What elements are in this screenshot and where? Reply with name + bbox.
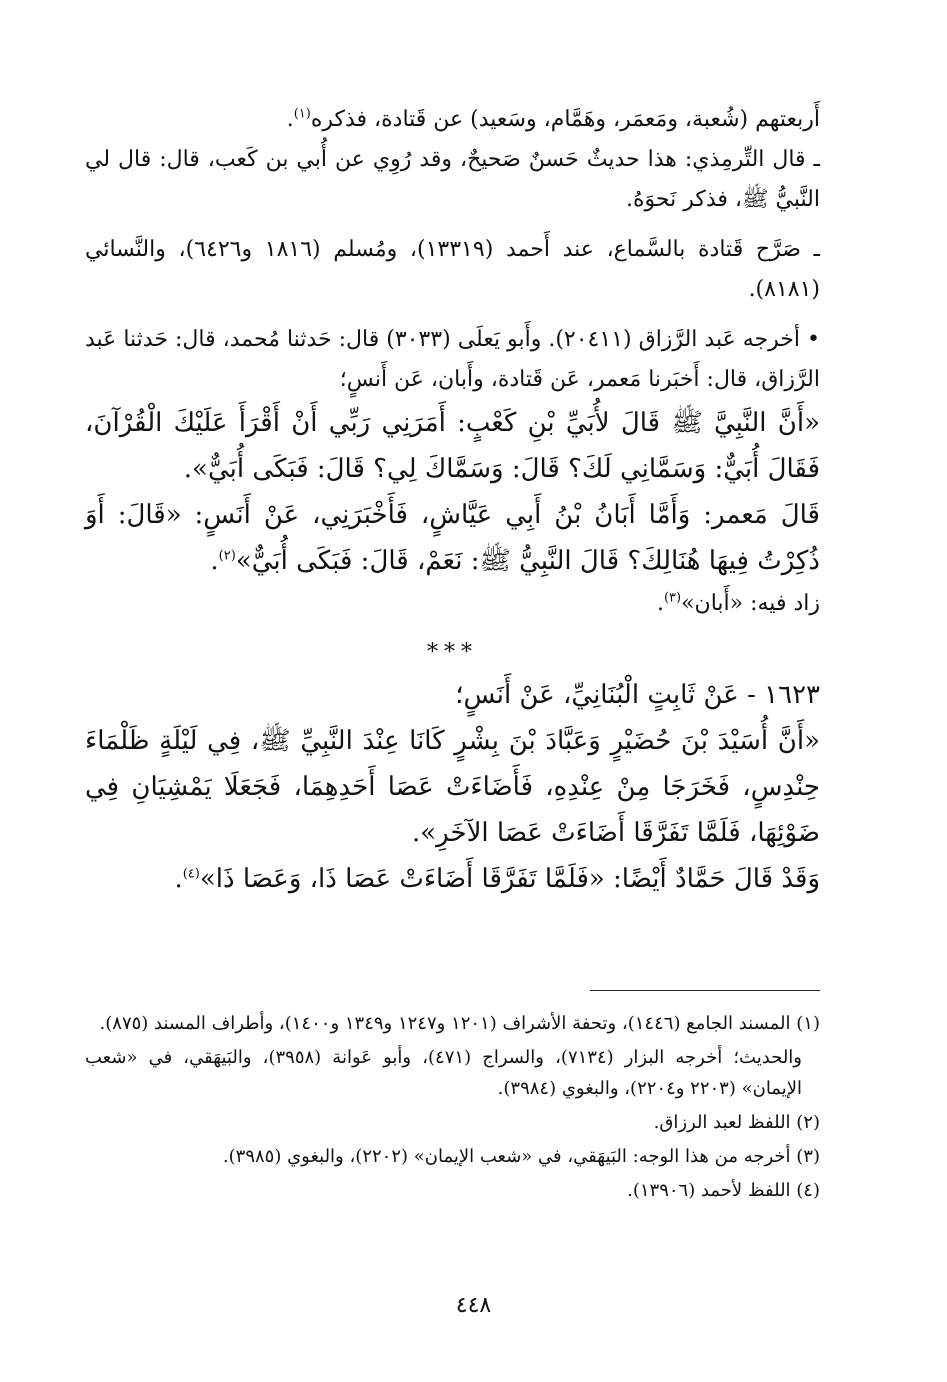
paragraph-tirmidhi: ـ قال التِّرمِذي: هذا حديثٌ حَسنٌ صَحيحٌ، وقد رُوِي عن أُبي بن كَعب، قال: قال لي النَّبيُّ ﷺ، فذكر نَحوَهُ. <box>85 147 820 212</box>
hadith2-text: قَالَ مَعمر: وَأَمَّا أَبَانُ بْنُ أَبِي عَيَّاشٍ، فَأَخْبَرَنِي، عَنْ أَنَسٍ: «قَالَ: أَوَ ذُكِرْتُ فِيهَا هُنَالِكَ؟ قَالَ النَّبِيُّ ﷺ: نَعَمْ، قَالَ: فَبَكَى أُبَيٌّ» <box>85 500 820 576</box>
footnote-ref-2: (٢) <box>218 548 236 564</box>
footnote-2: (٢) اللفظ لعبد الرزاق. <box>653 1112 820 1133</box>
footnote-ref-4: (٤) <box>182 866 200 882</box>
footnote-1: (١) المسند الجامع (١٤٤٦)، وتحفة الأشراف (١٢٠١ و١٢٤٧ و١٣٤٩ و١٤٠٠)، وأطراف المسند (٨٧٥). <box>99 1013 820 1034</box>
paragraph-qatada: ـ صَرَّح قَتادة بالسَّماع، عند أَحمد (١٣٣١٩)، ومُسلم (١٨١٦ و٦٤٢٦)، والنَّسائي (٨١٨١). <box>85 237 821 302</box>
hadith-text-4: وَقَدْ قَالَ حَمَّادٌ أَيْضًا: «فَلَمَّا تَفَرَّقَا أَضَاءَتْ عَصَا ذَا، وَعَصَا ذَا»$^{(٤)}$. <box>174 864 820 894</box>
footnote-4: (٤) اللفظ لأحمد (١٣٩٠٦). <box>627 1180 820 1201</box>
page-number: ٤٤٨ <box>455 1293 492 1318</box>
hadith4-text: وَقَدْ قَالَ حَمَّادٌ أَيْضًا: «فَلَمَّا تَفَرَّقَا أَضَاءَتْ عَصَا ذَا، وَعَصَا ذَا» <box>199 864 820 894</box>
page-body <box>85 100 820 902</box>
paragraph-line1: أَربعتهم (شُعبة، ومَعمَر، وهَمَّام، وسَعيد) عن قَتادة، فذكره$^{(١)}$. <box>286 106 820 132</box>
hadith-text-2: قَالَ مَعمر: وَأَمَّا أَبَانُ بْنُ أَبِي عَيَّاشٍ، فَأَخْبَرَنِي، عَنْ أَنَسٍ: «قَالَ: أَوَ ذُكِرْتُ فِيهَا هُنَالِكَ؟ قَالَ النَّبِيُّ ﷺ: نَعَمْ، قَالَ: فَبَكَى أُبَيٌّ»$^{(٢)}$. <box>85 500 820 576</box>
hadith-heading-1623: ١٦٢٣ - عَنْ ثَابِتٍ الْبُنَانِيِّ، عَنْ أَنَسٍ؛ <box>455 680 820 710</box>
footnote-ref-3: (٣) <box>663 590 682 606</box>
footnote-ref-1: (١) <box>293 106 311 122</box>
bullet-icon: • <box>807 327 820 352</box>
paragraph-takhrij <box>85 320 820 400</box>
footnotes <box>85 1008 820 1209</box>
footnote-1-continued: والحديث؛ أخرجه البزار (٧١٣٤)، والسراج (٤٧١)، وأبو عَوانة (٣٩٥٨)، والبَيهَقي، في «شعب الإيمان» (٢٢٠٣ و٢٢٠٤)، والبغوي (٣٩٨٤). <box>85 1047 802 1099</box>
addition-text: زاد فيه: «أَبان» <box>681 591 820 616</box>
hadith-text-3: «أَنَّ أُسَيْدَ بْنَ حُضَيْرٍ وَعَبَّادَ بْنَ بِشْرٍ كَانَا عِنْدَ النَّبِيِّ ﷺ، فِي لَيْلَةٍ ظَلْمَاءَ حِنْدِسٍ، فَخَرَجَا مِنْ عِنْدِهِ، فَأَضَاءَتْ عَصَا أَحَدِهِمَا، فَجَعَلَا يَمْشِيَانِ فِي ضَوْئِهَا، فَلَمَّا تَفَرَّقَا أَضَاءَتْ عَصَا الآخَرِ». <box>85 726 820 848</box>
hadith-text-1: «أَنَّ النَّبِيَّ ﷺ قَالَ لأُبَيِّ بْنِ كَعْبٍ: أَمَرَنِي رَبِّي أَنْ أَقْرَأَ عَلَيْكَ الْقُرْآنَ، فَقَالَ أُبَيٌّ: وَسَمَّانِي لَكَ؟ قَالَ: وَسَمَّاكَ لِي؟ قَالَ: فَبَكَى أُبَيٌّ». <box>85 408 820 484</box>
section-divider-stars: *** <box>427 640 478 665</box>
footnote-3: (٣) أخرجه من هذا الوجه: البَيهَقي، في «شعب الإيمان» (٢٢٠٢)، والبغوي (٣٩٨٥). <box>222 1146 820 1167</box>
paragraph-addition: زاد فيه: «أَبان»$^{(٣)}$. <box>656 590 820 616</box>
line1-text: أَربعتهم (شُعبة، ومَعمَر، وهَمَّام، وسَعيد) عن قَتادة، فذكره <box>310 107 820 132</box>
footnote-separator <box>590 990 820 991</box>
takhrij-text: أخرجه عَبد الرَّزاق (٢٠٤١١). وأَبو يَعلَى (٣٠٣٣) قال: حَدثنا مُحمد، قال: حَدثنا عَبد الرَّزاق، قال: أَخبَرنا مَعمر، عَن قَتادة، وأَبان، عَن أَنسٍ؛ <box>85 327 820 392</box>
